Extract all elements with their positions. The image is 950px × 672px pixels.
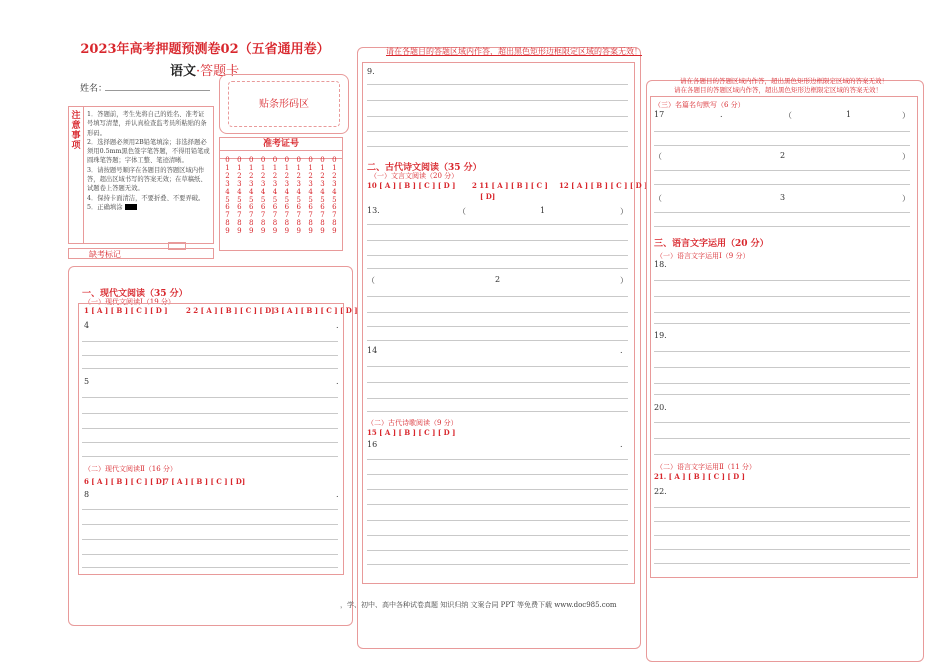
exam-id-digit-bubble[interactable]: 2 [320,171,325,180]
exam-id-digit-bubble[interactable]: 8 [237,219,242,228]
exam-id-digit-bubble[interactable]: 9 [249,227,254,236]
subsection-classical-poetry: （二）古代诗歌阅读（9 分） [367,419,458,427]
exam-id-digit-bubble[interactable]: 3 [272,179,278,188]
answer-line[interactable] [654,212,910,213]
exam-id-digit-bubble[interactable]: 5 [296,195,301,204]
exam-id-digit-bubble[interactable]: 3 [320,179,325,188]
subsection-modern-reading-1: （一）现代文阅读Ⅰ（19 分） [84,298,175,306]
exam-id-digit-column [258,157,269,236]
exam-id-digit-bubble[interactable]: 4 [249,187,254,196]
choice-q12[interactable]: 12 [ A ] [ B ] [ C ] [ D ] [559,181,648,190]
subtitle-dot: · [196,64,201,79]
answer-line[interactable] [82,509,338,510]
notice-item: 1．答题前，考生先将自己的姓名、准考证号填写清楚，并认真检查监考员所粘贴的条形码。 [87,111,207,137]
question-13-2-open-paren: （ [367,276,375,285]
question-9-number: 9. [367,67,375,76]
exam-id-digit-bubble[interactable]: 4 [320,187,325,196]
exam-id-digit-bubble[interactable]: 6 [260,203,266,212]
choice-q15[interactable]: 15 [ A ] [ B ] [ C ] [ D ] [367,428,456,437]
answer-line[interactable] [82,524,338,525]
exam-id-digit-bubble[interactable]: 1 [284,163,290,172]
answer-line[interactable] [654,312,910,313]
question-14-number: 14 [367,346,378,355]
answer-card-label: 答题卡 [200,64,240,79]
question-13-2-number: 2 [495,275,501,284]
answer-line[interactable] [654,351,910,352]
exam-id-digit-bubble[interactable]: 3 [308,179,313,188]
exam-id-digit-bubble[interactable]: 6 [308,203,313,212]
question-8-number: 8 [84,490,90,499]
question-18-number: 18. [654,260,667,269]
section-classical-reading: 二、古代诗文阅读（35 分） [367,163,482,173]
answer-line[interactable] [654,383,910,384]
subject-label: 语文 [170,64,197,79]
notice-heading [69,107,84,243]
exam-id-digit-bubble[interactable]: 6 [332,203,337,212]
exam-id-digit-bubble[interactable]: 5 [272,195,278,204]
exam-id-digit-bubble[interactable]: 2 [308,171,313,180]
exam-id-digit-bubble[interactable]: 7 [272,211,278,220]
middle-warning: 请在各题目的答题区域内作答，超出黑色矩形边框限定区域的答案无效！ [386,47,642,56]
left-answer-frame [78,303,344,575]
notice-list [87,110,210,212]
exam-id-digit-bubble[interactable]: 4 [308,187,313,196]
filled-sample-mark [125,204,137,210]
barcode-label: 贴条形码区 [259,99,309,110]
answer-line[interactable] [367,240,628,241]
exam-id-digit-bubble[interactable]: 3 [284,179,290,188]
exam-id-digit-bubble[interactable]: 0 [272,156,278,164]
choice-q21[interactable]: 21. [ A ] [ B ] [ C ] [ D ] [654,472,745,481]
exam-id-digit-bubble[interactable]: 3 [260,179,266,188]
exam-id-digit-bubble[interactable]: 7 [237,211,242,220]
exam-id-digit-bubble[interactable]: 8 [284,219,290,228]
exam-id-digit-bubble[interactable]: 4 [260,187,266,196]
exam-id-digit-bubble[interactable]: 4 [272,187,278,196]
exam-id-digit-bubble[interactable]: 9 [260,227,266,236]
answer-line[interactable] [367,326,628,327]
choice-q1[interactable]: 1 [ A ] [ B ] [ C ] [ D ] [84,306,168,315]
answer-line[interactable] [654,563,910,564]
exam-id-digit-bubble[interactable]: 8 [308,219,313,228]
answer-line[interactable] [367,116,628,117]
exam-id-digit-bubble[interactable]: 6 [284,203,290,212]
exam-id-digit-bubble[interactable]: 8 [332,219,337,228]
exam-id-digit-column [317,157,328,236]
answer-line[interactable] [654,438,910,439]
choice-q11[interactable]: 2 11 [ A ] [ B ] [ C ] [472,181,548,190]
notice-heading-char: 事 [71,131,81,141]
exam-id-digit-bubble[interactable]: 1 [308,163,313,172]
answer-line[interactable] [367,224,628,225]
notice-heading-char: 注 [71,111,81,121]
exam-id-digit-column [246,157,257,236]
answer-line[interactable] [654,549,910,550]
answer-line[interactable] [367,312,628,313]
question-17-number: 17 [654,110,665,119]
question-17-3-open-paren: （ [654,194,662,203]
barcode-area [219,74,349,134]
question-17-1-close-paren: ） [902,111,910,120]
exam-id-digit-bubble[interactable]: 3 [296,179,301,188]
exam-id-digit-column [293,157,304,236]
answer-line[interactable] [367,84,628,85]
exam-id-digit-bubble[interactable]: 9 [320,227,325,236]
answer-line[interactable] [654,170,910,171]
exam-id-digit-bubble[interactable]: 8 [249,219,254,228]
answer-line[interactable] [82,428,338,429]
question-17-1-number: 1 [846,110,852,119]
exam-id-digit-bubble[interactable]: 8 [320,219,325,228]
exam-id-digit-bubble[interactable]: 7 [225,211,230,220]
exam-id-digit-column [305,157,316,236]
right-warning-2: 请在各题目的答题区域内作答，超出黑色矩形边框限定区域的答案无效！ [674,86,882,94]
subsection-famous-lines: （三）名篇名句默写（6 分） [654,101,745,109]
choice-q7[interactable]: 7 [ A ] [ B ] [ C ] [ D] [164,477,246,486]
question-17-2-open-paren: （ [654,152,662,161]
exam-id-digit-bubble[interactable]: 0 [237,156,242,164]
exam-id-digit-bubble[interactable]: 0 [332,156,337,164]
answer-line[interactable] [367,474,628,475]
question-5-number: 5 [84,377,90,386]
answer-line[interactable] [82,355,338,356]
notice-heading-char: 项 [71,141,81,151]
notice-box [68,106,214,244]
subsection-modern-reading-2: （二）现代文阅读Ⅱ（16 分） [84,465,177,473]
exam-id-digit-bubble[interactable]: 1 [237,163,242,172]
missing-mark-row [68,248,214,259]
answer-line[interactable] [82,397,338,398]
question-17-2-close-paren: ） [902,152,910,161]
answer-line[interactable] [654,367,910,368]
exam-id-digit-bubble[interactable]: 8 [272,219,278,228]
question-17-2-number: 2 [780,151,786,160]
answer-line[interactable] [654,323,910,324]
exam-id-digit-bubble[interactable]: 7 [249,211,254,220]
exam-id-digit-bubble[interactable]: 4 [284,187,290,196]
question-5-end-dot: . [336,377,339,386]
notice-heading-char: 意 [71,121,81,131]
exam-id-digit-bubble[interactable]: 7 [320,211,325,220]
notice-item: 2．选择题必须用2B铅笔填涂；非选择题必须用0.5mm黑色签字笔答题，不得用铅笔或圆珠笔答题；字体工整、笔迹清晰。 [87,138,210,165]
exam-id-digit-bubble[interactable]: 5 [308,195,313,204]
question-17-3-close-paren: ） [902,194,910,203]
answer-line[interactable] [367,382,628,383]
exam-id-digit-bubble[interactable]: 9 [332,227,337,236]
name-field[interactable] [105,90,210,91]
exam-id-digit-bubble[interactable]: 1 [260,163,266,172]
answer-line[interactable] [367,520,628,521]
exam-id-digit-bubble[interactable]: 9 [272,227,278,236]
answer-line[interactable] [654,296,910,297]
exam-id-digit-bubble[interactable]: 1 [249,163,254,172]
exam-id-digit-bubble[interactable]: 7 [260,211,266,220]
answer-line[interactable] [367,411,628,412]
question-4-end-dot: . [336,321,339,330]
footer-watermark: ，学、初中、高中各种试卷真题 知识归纳 文案合同 PPT 等免费下载 www.doc985.com [340,601,617,609]
section-language-use: 三、语言文字运用（20 分） [654,239,769,249]
answer-line[interactable] [367,564,628,565]
exam-id-digit-bubble[interactable]: 8 [260,219,266,228]
exam-id-digit-bubble[interactable]: 9 [284,227,290,236]
exam-id-digit-bubble[interactable]: 3 [237,179,242,188]
question-8-end-dot: . [336,490,339,499]
exam-id-box [219,137,343,251]
answer-line[interactable] [367,504,628,505]
exam-id-digit-bubble[interactable]: 5 [320,195,325,204]
exam-id-digit-bubble[interactable]: 2 [332,171,337,180]
exam-id-digit-bubble[interactable]: 2 [272,171,278,180]
exam-id-digit-bubble[interactable]: 8 [296,219,301,228]
question-22-number: 22. [654,487,667,496]
answer-line[interactable] [367,255,628,256]
question-13-1-close-paren: ） [620,207,628,216]
exam-id-digit-bubble[interactable]: 0 [284,156,290,164]
answer-line[interactable] [367,131,628,132]
exam-id-digit-bubble[interactable]: 9 [225,227,230,236]
answer-line[interactable] [654,184,910,185]
exam-id-digit-bubble[interactable]: 4 [296,187,301,196]
answer-line[interactable] [82,456,338,457]
answer-line[interactable] [367,459,628,460]
exam-id-digit-bubble[interactable]: 2 [260,171,266,180]
exam-id-digit-bubble[interactable]: 5 [284,195,290,204]
exam-id-digit-bubble[interactable]: 6 [225,203,230,212]
answer-line[interactable] [367,535,628,536]
middle-answer-frame [362,62,635,584]
answer-line[interactable] [654,394,910,395]
choice-q2[interactable]: 2 2 [ A ] [ B ] [ C ] [ D] [186,306,275,315]
exam-id-digit-bubble[interactable]: 5 [260,195,266,204]
question-17-3-number: 3 [780,193,786,202]
subsection-language-use-1: （一）语言文字运用Ⅰ（9 分） [656,252,750,260]
choice-q3[interactable]: 3 [ A ] [ B ] [ C ] [ D ] [274,306,358,315]
answer-line[interactable] [367,366,628,367]
answer-line[interactable] [367,268,628,269]
exam-id-digit-bubble[interactable]: 0 [308,156,313,164]
choice-q10[interactable]: 10 [ A ] [ B ] [ C ] [ D ] [367,181,456,190]
question-16-end-dot: . [620,440,623,449]
notice-item: 4．保持卡面清洁，不要折叠、不要弄破。 [87,194,205,202]
exam-id-digit-bubble[interactable]: 1 [272,163,278,172]
answer-line[interactable] [654,145,910,146]
exam-id-digit-column [222,157,233,236]
answer-line[interactable] [654,422,910,423]
exam-id-digit-grid [222,157,340,236]
exam-id-digit-bubble[interactable]: 0 [320,156,325,164]
exam-id-digit-bubble[interactable]: 2 [296,171,301,180]
exam-id-digit-bubble[interactable]: 0 [225,156,230,164]
exam-id-digit-bubble[interactable]: 1 [332,163,337,172]
answer-line[interactable] [367,550,628,551]
exam-id-digit-column [234,157,245,236]
question-13-1-open-paren: （ [458,207,466,216]
exam-id-digit-bubble[interactable]: 6 [249,203,254,212]
question-16-number: 16 [367,440,378,449]
exam-id-digit-bubble[interactable]: 1 [320,163,325,172]
exam-id-label: 准考证号 [220,138,342,151]
exam-id-digit-bubble[interactable]: 0 [296,156,301,164]
choice-q11-extra[interactable]: [ D] [480,192,496,201]
subsection-language-use-2: （二）语言文字运用Ⅱ（11 分） [656,463,756,471]
subsection-classical-prose: （一）文言文阅读（20 分） [370,172,459,180]
exam-id-digit-bubble[interactable]: 1 [225,163,230,172]
exam-id-digit-bubble[interactable]: 9 [308,227,313,236]
answer-line[interactable] [654,521,910,522]
exam-id-digit-bubble[interactable]: 2 [237,171,242,180]
missing-mark-label: 缺考标记 [89,250,121,259]
answer-line[interactable] [367,100,628,101]
question-17-1-open-paren: （ [784,111,792,120]
exam-id-digit-column [329,157,340,236]
exam-id-digit-bubble[interactable]: 5 [332,195,337,204]
answer-line[interactable] [367,489,628,490]
question-19-number: 19. [654,331,667,340]
choice-q6[interactable]: 6 [ A ] [ B ] [ C ] [ D] [84,477,166,486]
answer-line[interactable] [82,442,338,443]
question-4-number: 4 [84,321,90,330]
exam-id-digit-bubble[interactable]: 4 [332,187,337,196]
exam-id-digit-bubble[interactable]: 4 [237,187,242,196]
exam-id-digit-bubble[interactable]: 6 [296,203,301,212]
answer-line[interactable] [367,340,628,341]
exam-id-digit-bubble[interactable]: 2 [225,171,230,180]
exam-id-digit-column [281,157,292,236]
answer-line[interactable] [82,554,338,555]
exam-id-digit-bubble[interactable]: 1 [296,163,301,172]
answer-line[interactable] [367,146,628,147]
exam-id-digit-bubble[interactable]: 2 [284,171,290,180]
exam-id-digit-bubble[interactable]: 3 [225,179,230,188]
exam-id-digit-bubble[interactable]: 8 [225,219,230,228]
exam-id-digit-bubble[interactable]: 4 [225,187,230,196]
exam-id-digit-bubble[interactable]: 6 [272,203,278,212]
question-14-end-dot: . [620,346,623,355]
exam-id-digit-bubble[interactable]: 6 [237,203,242,212]
answer-line[interactable] [82,341,338,342]
answer-line[interactable] [654,535,910,536]
answer-line[interactable] [654,507,910,508]
section-modern-reading: 一、现代文阅读（35 分） [82,289,188,299]
answer-line[interactable] [654,454,910,455]
right-warning-1: 请在各题目的答题区域内作答，超出黑色矩形边框限定区域的答案无效！ [680,77,888,85]
answer-line[interactable] [654,226,910,227]
exam-id-digit-column [270,157,281,236]
exam-id-digit-bubble[interactable]: 6 [320,203,325,212]
exam-id-digit-bubble[interactable]: 5 [225,195,230,204]
exam-id-digit-bubble[interactable]: 3 [332,179,337,188]
exam-id-digit-bubble[interactable]: 7 [308,211,313,220]
answer-line[interactable] [367,398,628,399]
answer-line[interactable] [654,280,910,281]
exam-id-digit-bubble[interactable]: 7 [296,211,301,220]
question-13-1-number: 1 [540,206,546,215]
exam-id-digit-bubble[interactable]: 9 [296,227,301,236]
question-20-number: 20. [654,403,667,412]
answer-line[interactable] [82,539,338,540]
notice-item [87,203,210,212]
answer-line[interactable] [82,413,338,414]
question-13-2-close-paren: ） [620,276,628,285]
right-answer-frame [650,96,918,578]
notice-item-text: 5．正确填涂 [87,203,123,211]
question-13-number: 13. [367,206,380,215]
exam-id-digit-bubble[interactable]: 0 [249,156,254,164]
exam-id-digit-bubble[interactable]: 2 [249,171,254,180]
answer-line[interactable] [367,296,628,297]
exam-id-digit-bubble[interactable]: 5 [249,195,254,204]
exam-id-digit-bubble[interactable]: 7 [284,211,290,220]
question-17-dot: . [720,110,723,119]
exam-id-digit-bubble[interactable]: 7 [332,211,337,220]
exam-id-digit-bubble[interactable]: 5 [237,195,242,204]
answer-line[interactable] [654,131,910,132]
answer-line[interactable] [82,567,338,568]
exam-id-digit-bubble[interactable]: 9 [237,227,242,236]
exam-id-digit-bubble[interactable]: 3 [249,179,254,188]
exam-id-digit-bubble[interactable]: 0 [260,156,266,164]
answer-line[interactable] [82,368,338,369]
notice-item: 3．请按题号顺序在各题目的答题区域内作答，超出区域书写的答案无效；在草稿纸、试题卷上答题无效。 [87,166,207,193]
name-label: 姓名： [80,84,108,94]
card-title: 2023年高考押题预测卷02（五省通用卷） [80,42,330,57]
